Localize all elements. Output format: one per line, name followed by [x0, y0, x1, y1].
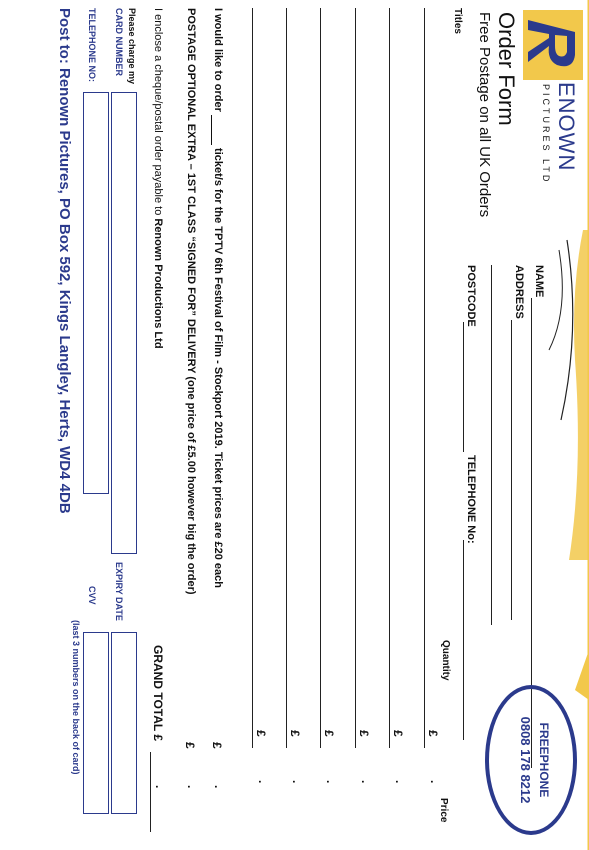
expiry-date-label: EXPIRY DATE: [114, 562, 124, 621]
cvv-input[interactable]: [83, 632, 109, 814]
free-postage-note: Free Postage on all UK Orders: [476, 12, 493, 218]
grand-total-label: GRAND TOTAL £: [151, 645, 165, 742]
row-currency: £: [254, 730, 268, 737]
title-row-line[interactable]: [389, 8, 390, 748]
brand-subtitle: PICTURES LTD: [541, 84, 551, 185]
freephone-badge: [485, 685, 577, 835]
row-currency: £: [426, 730, 440, 737]
card-telephone-label: TELEPHONE NO:: [87, 8, 97, 83]
expiry-date-input[interactable]: [111, 632, 137, 814]
telephone-label: TELEPHONE No:: [465, 455, 477, 544]
title-row-line[interactable]: [320, 8, 321, 748]
price-header: Price: [438, 798, 449, 823]
charge-label: Please charge my: [127, 8, 137, 85]
ticket-order-suffix: ticket/s for the TPTV 6th Festival of Film - Stockport 2019. Ticket prices are £20 each: [212, 148, 224, 588]
row-currency: £: [391, 730, 405, 737]
renown-logo-r-icon: [523, 10, 583, 80]
telephone-field[interactable]: [463, 540, 464, 740]
title-row-line[interactable]: [252, 8, 253, 748]
title-row-line[interactable]: [424, 8, 425, 748]
address-field[interactable]: [511, 320, 512, 620]
grand-total-decimal: .: [153, 785, 167, 789]
postcode-label: POSTCODE: [465, 265, 477, 327]
row-decimal: .: [428, 780, 442, 784]
row-currency: £: [357, 730, 371, 737]
card-number-label: CARD NUMBER: [114, 8, 124, 76]
row-decimal: .: [324, 780, 338, 784]
ticket-currency: £: [210, 742, 224, 749]
row-currency: £: [322, 730, 336, 737]
address-field-line-2[interactable]: [491, 265, 492, 625]
freephone-number: 0808 178 8212: [518, 716, 533, 804]
address-label: ADDRESS: [513, 265, 525, 319]
quantity-header: Quantity: [440, 640, 451, 681]
cheque-payee: Renown Productions Ltd: [152, 218, 164, 349]
postage-line: POSTAGE OPTIONAL EXTRA – 1ST CLASS “SIGNED FOR” DELIVERY (one price of £5.00 however big the order): [185, 8, 197, 595]
postcode-field[interactable]: [463, 322, 464, 452]
cheque-line: [152, 8, 164, 349]
row-decimal: .: [256, 780, 270, 784]
row-decimal: .: [393, 780, 407, 784]
row-decimal: .: [359, 780, 373, 784]
brand-name: ENOWN: [554, 82, 579, 172]
card-telephone-input[interactable]: [83, 92, 109, 494]
post-to-address: Post to: Renown Pictures, PO Box 592, Kings Langley, Herts, WD4 4DB: [56, 8, 73, 514]
title-row-line[interactable]: [286, 8, 287, 748]
cvv-hint: (last 3 numbers on the back of card): [71, 620, 81, 775]
page-title: Order Form: [494, 12, 519, 126]
ticket-quantity-field[interactable]: [211, 115, 224, 145]
row-decimal: .: [290, 780, 304, 784]
ticket-order-prefix: I would like to order: [212, 8, 224, 112]
card-number-input[interactable]: [111, 92, 137, 554]
postage-currency: £: [183, 742, 197, 749]
name-label: NAME: [533, 265, 545, 298]
row-currency: £: [288, 730, 302, 737]
grand-total-field[interactable]: [150, 752, 151, 832]
title-row-line[interactable]: [355, 8, 356, 748]
cheque-text: I enclose a cheque/postal order payable to: [152, 8, 164, 216]
cvv-label: CVV: [87, 586, 97, 605]
ticket-order-line: [211, 8, 224, 588]
titles-header: Titles: [452, 8, 463, 34]
postage-decimal: .: [185, 785, 199, 789]
ticket-decimal: .: [212, 785, 226, 789]
freephone-label: FREEPHONE: [537, 722, 551, 798]
